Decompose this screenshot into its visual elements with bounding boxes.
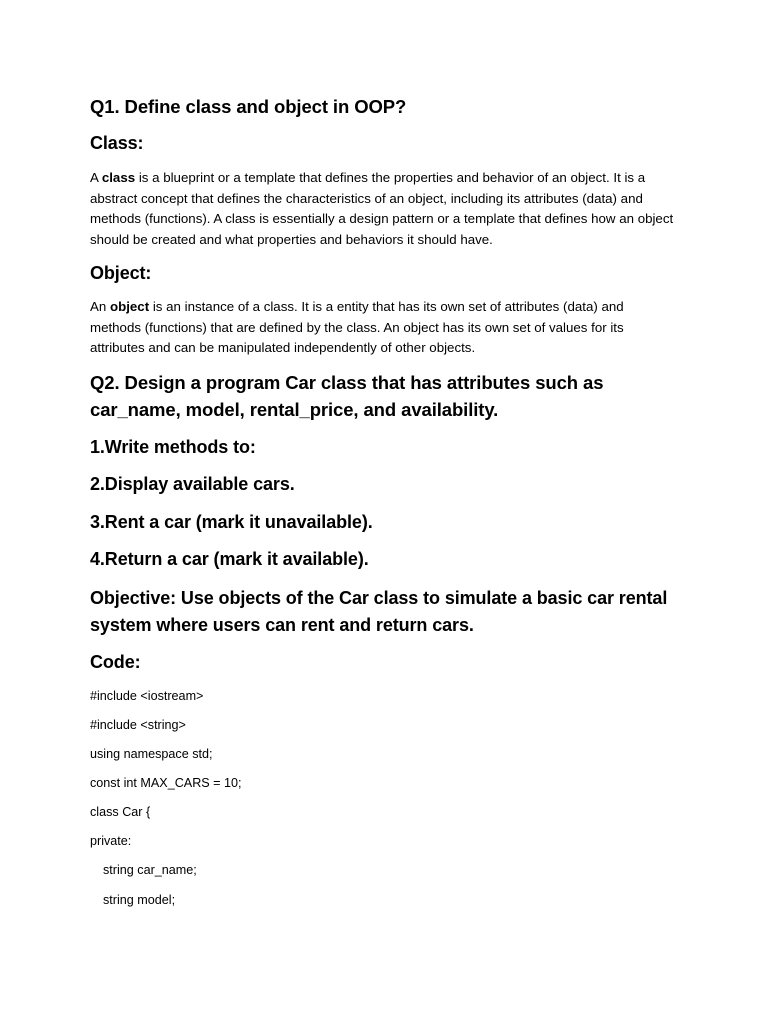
q2-title: Q2. Design a program Car class that has attributes such as car_name, model, rental_price, and availability. <box>90 372 604 420</box>
q2-item-3: 3.Rent a car (mark it unavailable). <box>90 512 373 532</box>
code-line: using namespace std; <box>90 747 213 761</box>
object-paragraph <box>90 297 675 359</box>
code-line: private: <box>90 834 132 848</box>
class-para-post: is a blueprint or a template that defines the properties and behavior of an object. It is a abstract concept that defines the characteristics of an object, including its attributes (data) and methods (functions). A class is essentially a design pattern or a template that defines how an object should be created and what properties and behaviors it should have. <box>90 170 674 247</box>
q2-item-2: 2.Display available cars. <box>90 474 295 494</box>
object-para-pre: An <box>90 299 110 314</box>
code-line: const int MAX_CARS = 10; <box>90 776 242 790</box>
q2-item-1: 1.Write methods to: <box>90 437 256 457</box>
object-heading: Object: <box>90 263 152 283</box>
object-para-post: is an instance of a class. It is a entity that has its own set of attributes (data) and methods (functions) that are defined by the class. An object has its own set of values for its attributes and can be manipulated independently of other objects. <box>90 299 624 356</box>
code-line: class Car { <box>90 805 151 819</box>
code-line: #include <iostream> <box>90 689 204 703</box>
class-paragraph <box>90 168 675 250</box>
class-heading: Class: <box>90 133 144 153</box>
objective-text: Objective: Use objects of the Car class to simulate a basic car rental system where users can rent and return cars. <box>90 588 668 635</box>
code-line: #include <string> <box>90 718 186 732</box>
code-line: string car_name; <box>103 863 197 877</box>
q2-item-4: 4.Return a car (mark it available). <box>90 549 369 569</box>
q1-title: Q1. Define class and object in OOP? <box>90 96 407 117</box>
code-heading: Code: <box>90 652 141 672</box>
code-line: string model; <box>103 893 176 907</box>
class-para-bold: class <box>101 170 136 185</box>
class-para-pre: A <box>90 170 102 185</box>
object-para-bold: object <box>109 299 150 314</box>
